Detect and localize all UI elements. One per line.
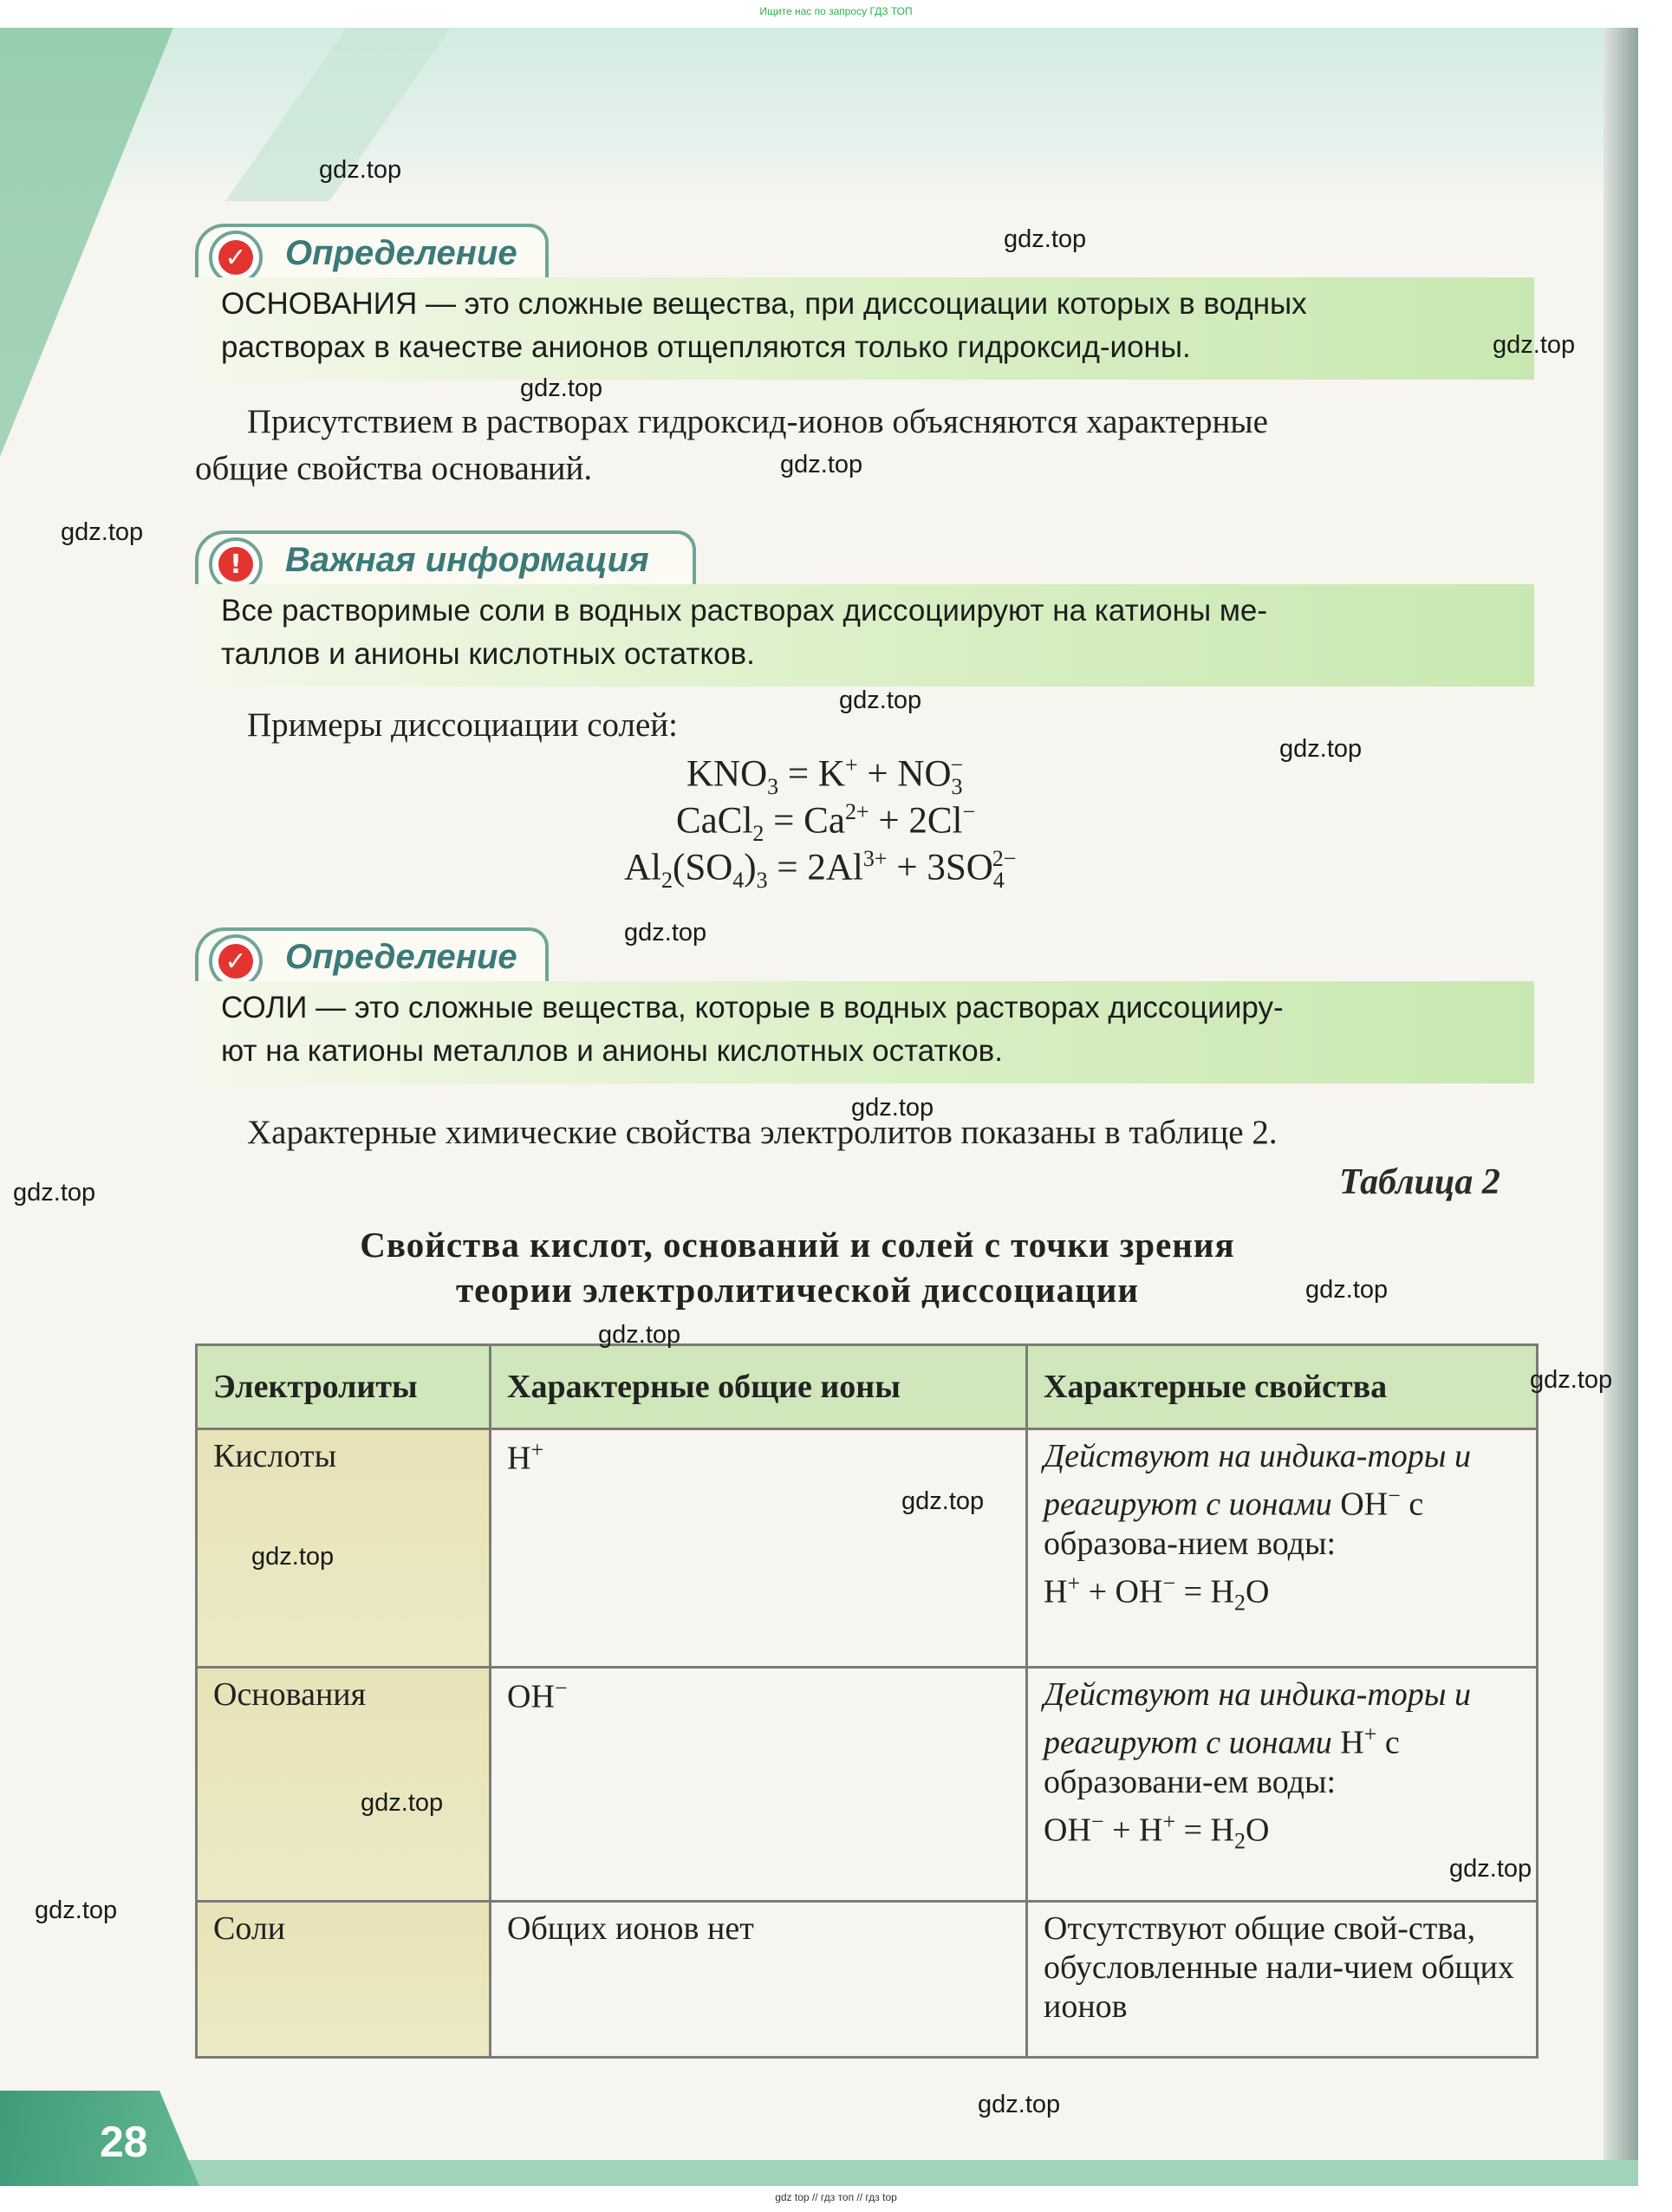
definition-text-line1: ОСНОВАНИЯ — это сложные вещества, при диссоциации которых в водных xyxy=(221,287,1307,321)
watermark: gdz.top xyxy=(624,919,707,947)
examples-intro: Примеры диссоциации солей: xyxy=(247,706,679,744)
watermark: gdz.top xyxy=(1449,1855,1532,1883)
footer-band xyxy=(0,2160,1638,2186)
definition-label-2: Определение xyxy=(285,938,517,976)
formula-al2so43: $Al_2(SO_4)_3 = 2Al^{3+} + 3SO_4^{2-}$ xyxy=(624,846,1017,893)
definition-tab xyxy=(195,224,549,283)
cell-properties: Действуют на индика-торы и реагируют с ионами OH− с образова-нием воды: $H^+ + OH^- = H_2O$ xyxy=(1027,1429,1538,1668)
cell-properties: Отсутствуют общие свой-ства, обусловленные нали-чием общих ионов xyxy=(1027,1902,1538,2058)
watermark: gdz.top xyxy=(13,1179,96,1207)
cell-electrolyte: Основания xyxy=(197,1668,491,1902)
props-italic: Действуют на индика-торы и реагируют с ионами xyxy=(1044,1676,1472,1761)
watermark: gdz.top xyxy=(780,451,863,478)
important-label: Важная информация xyxy=(285,541,649,579)
watermark: gdz.top xyxy=(35,1896,118,1924)
paragraph-line1: Присутствием в растворах гидроксид-ионов объясняются характерные xyxy=(247,403,1268,440)
watermark: gdz.top xyxy=(1530,1366,1613,1394)
paragraph-line2: общие свойства оснований. xyxy=(195,450,593,487)
definition-text-line2: растворах в качестве анионов отщепляются только гидроксид-ионы. xyxy=(221,330,1191,364)
important-text-line1: Все растворимые соли в водных растворах диссоциируют на катионы ме- xyxy=(221,594,1268,628)
bottom-note: gdz top // гдз топ // гдз top xyxy=(775,2191,897,2203)
watermark: gdz.top xyxy=(839,686,922,714)
props-rest: с образова-нием воды: xyxy=(1044,1486,1424,1562)
cell-electrolyte: Кислоты xyxy=(197,1429,491,1668)
table-row xyxy=(197,1429,1538,1668)
formula-cacl2: CaCl$_2$ = $Ca^{2+} + 2Cl^-$ xyxy=(676,799,976,846)
important-tab xyxy=(195,530,696,589)
definition2-text-line1: СОЛИ — это сложные вещества, которые в водных растворах диссоцииру- xyxy=(221,991,1284,1025)
watermark: gdz.top xyxy=(1493,331,1576,359)
table-caption: Таблица 2 xyxy=(1339,1162,1500,1202)
decor-stripe xyxy=(0,28,173,2186)
check-icon: ✓ xyxy=(209,934,263,988)
definition-label: Определение xyxy=(285,234,517,272)
watermark: gdz.top xyxy=(520,374,603,402)
watermark: gdz.top xyxy=(251,1543,335,1571)
cell-ions: OH− xyxy=(491,1668,1027,1902)
props-italic: Действуют на индика-торы и реагируют с ионами xyxy=(1044,1438,1472,1523)
watermark: gdz.top xyxy=(1279,735,1363,763)
exclamation-icon: ! xyxy=(209,537,263,591)
page-number: 28 xyxy=(100,2118,148,2166)
definition-box-2 xyxy=(195,981,1534,1083)
table-row xyxy=(197,1902,1538,2058)
header-ions: Характерные общие ионы xyxy=(491,1345,1027,1429)
table-title-line1: Свойства кислот, оснований и солей с точки зрения xyxy=(360,1225,1235,1265)
watermark: gdz.top xyxy=(978,2091,1061,2118)
watermark: gdz.top xyxy=(598,1321,681,1349)
header-electrolytes: Электролиты xyxy=(197,1345,491,1429)
important-text-line2: таллов и анионы кислотных остатков. xyxy=(221,637,755,671)
table-header-row xyxy=(197,1345,1538,1429)
table-row xyxy=(197,1668,1538,1902)
definition2-text-line2: ют на катионы металлов и анионы кислотных остатков. xyxy=(221,1034,1004,1068)
props-rest: с образовани-ем воды: xyxy=(1044,1724,1400,1800)
header-properties: Характерные свойства xyxy=(1027,1345,1538,1429)
top-note: Ищите нас по запросу ГДЗ ТОП xyxy=(759,5,913,17)
definition-tab-2 xyxy=(195,927,549,986)
check-icon: ✓ xyxy=(209,231,263,284)
watermark: gdz.top xyxy=(1305,1276,1389,1304)
watermark: gdz.top xyxy=(901,1487,985,1515)
properties-table xyxy=(195,1343,1539,2059)
watermark: gdz.top xyxy=(319,156,402,184)
watermark: gdz.top xyxy=(851,1094,934,1122)
definition-box xyxy=(195,277,1534,380)
paragraph-table-ref: Характерные химические свойства электролитов показаны в таблице 2. xyxy=(247,1114,1278,1151)
table-title xyxy=(199,1222,1396,1312)
important-box xyxy=(195,584,1534,686)
formula-kno3: $KNO_3 = K^+ + NO_3^-$ xyxy=(686,752,964,799)
watermark: gdz.top xyxy=(1004,225,1087,253)
cell-ions: Общих ионов нет xyxy=(491,1902,1027,2058)
page-edge xyxy=(1604,28,1638,2186)
cell-properties: Действуют на индика-торы и реагируют с ионами H+ с образовани-ем воды: $OH^- + H^+ = H_2O$ xyxy=(1027,1668,1538,1902)
cell-ions: H+ xyxy=(491,1429,1027,1668)
cell-electrolyte: Соли xyxy=(197,1902,491,2058)
watermark: gdz.top xyxy=(61,518,144,546)
paragraph-hydroxide xyxy=(195,399,1547,492)
table-title-line2: теории электролитической диссоциации xyxy=(455,1270,1140,1310)
watermark: gdz.top xyxy=(361,1789,444,1817)
